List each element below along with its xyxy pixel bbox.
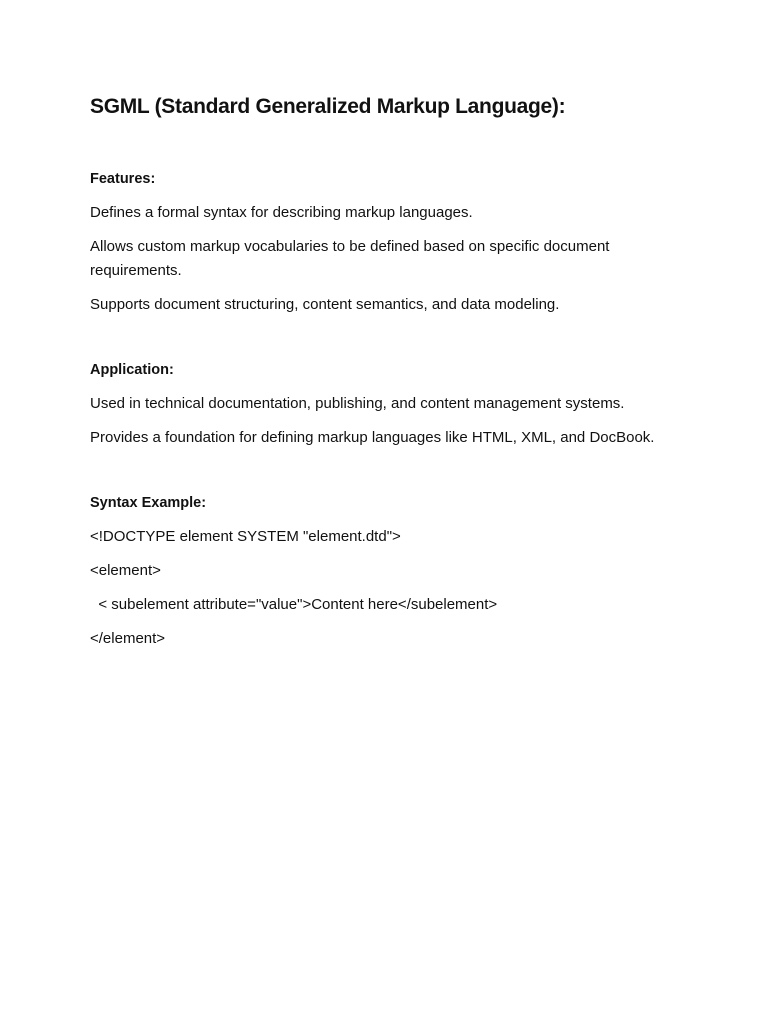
features-paragraph: Defines a formal syntax for describing markup languages.	[90, 204, 473, 221]
features-heading: Features:	[90, 171, 156, 187]
application-heading: Application:	[90, 362, 174, 378]
document-title: SGML (Standard Generalized Markup Language):	[90, 95, 566, 118]
syntax-example-heading: Syntax Example:	[90, 495, 207, 511]
syntax-example-section	[90, 493, 680, 651]
syntax-code-line: < subelement attribute="value">Content here</subelement>	[90, 596, 498, 613]
syntax-code-line: </element>	[90, 630, 166, 647]
document-body	[90, 92, 680, 651]
syntax-code-line: <element>	[90, 562, 161, 579]
features-paragraph: Supports document structuring, content semantics, and data modeling.	[90, 296, 560, 313]
syntax-code-line: <!DOCTYPE element SYSTEM "element.dtd">	[90, 528, 401, 545]
application-paragraph: Provides a foundation for defining markup languages like HTML, XML, and DocBook.	[90, 429, 655, 446]
features-section	[90, 169, 680, 317]
features-paragraph: Allows custom markup vocabularies to be defined based on specific document requirements.	[90, 238, 610, 279]
application-paragraph: Used in technical documentation, publishing, and content management systems.	[90, 395, 625, 412]
application-section	[90, 360, 680, 450]
